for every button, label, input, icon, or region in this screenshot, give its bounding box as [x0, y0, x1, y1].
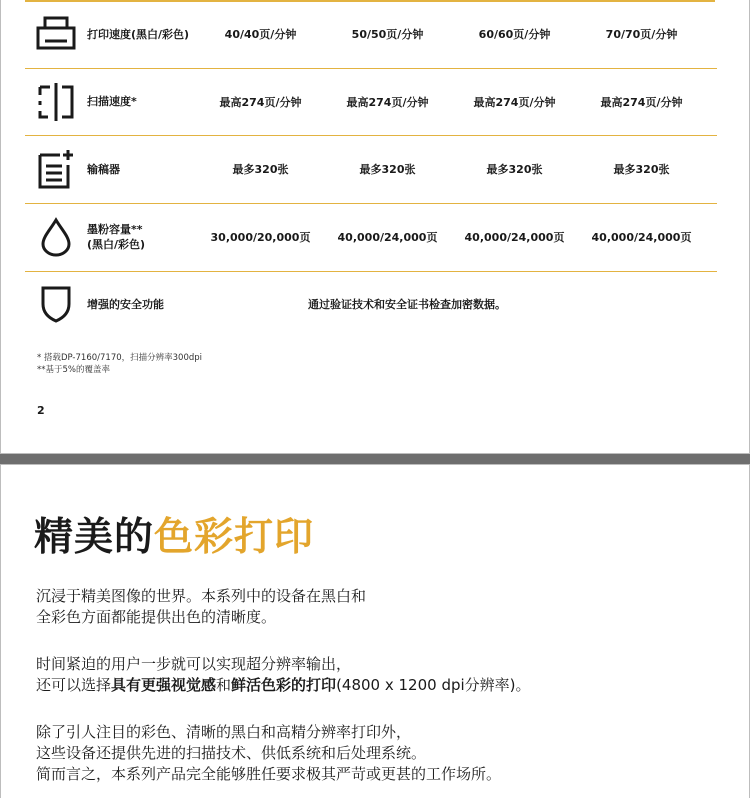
footnote: **基于5%的覆盖率 [37, 365, 110, 375]
spec-value: 通过验证技术和安全证书检查加密数据。 [308, 298, 506, 311]
paragraph-intro [36, 586, 366, 628]
spec-row-document-feeder [25, 135, 717, 204]
spec-label: 增强的安全功能 [87, 297, 164, 311]
spec-row-scan-speed [25, 68, 717, 136]
spec-value: 40,000/24,000页 [337, 231, 438, 244]
text-line: 沉浸于精美图像的世界。本系列中的设备在黑白和 [36, 587, 367, 605]
page-number: 2 [37, 404, 45, 417]
spec-value: 70/70页/分钟 [605, 28, 678, 41]
text-fragment: (4800 x 1200 dpi分辨率)。 [336, 676, 531, 694]
printer-icon [25, 16, 87, 52]
spec-label [87, 222, 197, 252]
spec-value: 60/60页/分钟 [478, 28, 551, 41]
spec-row-security [25, 271, 717, 337]
spec-value: 最多320张 [359, 163, 416, 176]
spec-value: 50/50页/分钟 [351, 28, 424, 41]
spec-row-toner-capacity [25, 203, 717, 272]
document-feeder-icon [25, 149, 87, 189]
spec-value: 30,000/20,000页 [210, 231, 311, 244]
text-line: 时间紧迫的用户一步就可以实现超分辨率输出， [36, 655, 352, 673]
spec-value: 最高274页/分钟 [219, 95, 302, 109]
spec-value: 40,000/24,000页 [591, 231, 692, 244]
spec-value: 最多320张 [232, 163, 289, 176]
bold-phrase: 具有更强视觉感 [111, 676, 217, 694]
text-fragment: 还可以选择 [36, 676, 112, 694]
footnotes [37, 352, 202, 376]
spec-value: 40,000/24,000页 [464, 231, 565, 244]
spec-value: 最高274页/分钟 [346, 95, 429, 109]
spec-label-line: (黑白/彩色) [87, 238, 146, 251]
title-part: 精美的 [34, 515, 155, 560]
spec-value: 最多320张 [613, 163, 670, 176]
text-line: 这些设备还提供先进的扫描技术、供低系统和后处理系统。 [36, 744, 427, 762]
page-title [34, 514, 314, 562]
spec-label: 输稿器 [87, 162, 120, 176]
shield-icon [25, 284, 87, 324]
text-line: 全彩色方面都能提供出色的清晰度。 [36, 608, 277, 626]
paragraph-summary [36, 722, 501, 785]
text-line: 简而言之，本系列产品完全能够胜任要求极其严苛或更甚的工作场所。 [36, 765, 502, 783]
spec-value: 最多320张 [486, 163, 543, 176]
scan-icon [25, 83, 87, 121]
spec-value: 最高274页/分钟 [473, 95, 556, 109]
toner-drop-icon [25, 217, 87, 257]
spec-label-line: 墨粉容量** [87, 223, 143, 236]
spec-row-print-speed [25, 0, 717, 69]
text-line: 除了引人注目的彩色、清晰的黑白和高精分辨率打印外， [36, 723, 412, 741]
text-fragment: 和 [216, 676, 232, 694]
spec-label: 打印速度(黑白/彩色) [87, 27, 190, 41]
spec-value: 最高274页/分钟 [600, 95, 683, 109]
paragraph-resolution [36, 654, 531, 696]
title-accent-part: 色彩打印 [154, 515, 315, 560]
spec-label: 扫描速度* [87, 95, 137, 108]
spec-value: 40/40页/分钟 [224, 28, 297, 41]
footnote: * 搭载DP-7160/7170，扫描分辨率300dpi [37, 353, 203, 363]
bold-phrase: 鲜活色彩的打印 [231, 676, 337, 694]
